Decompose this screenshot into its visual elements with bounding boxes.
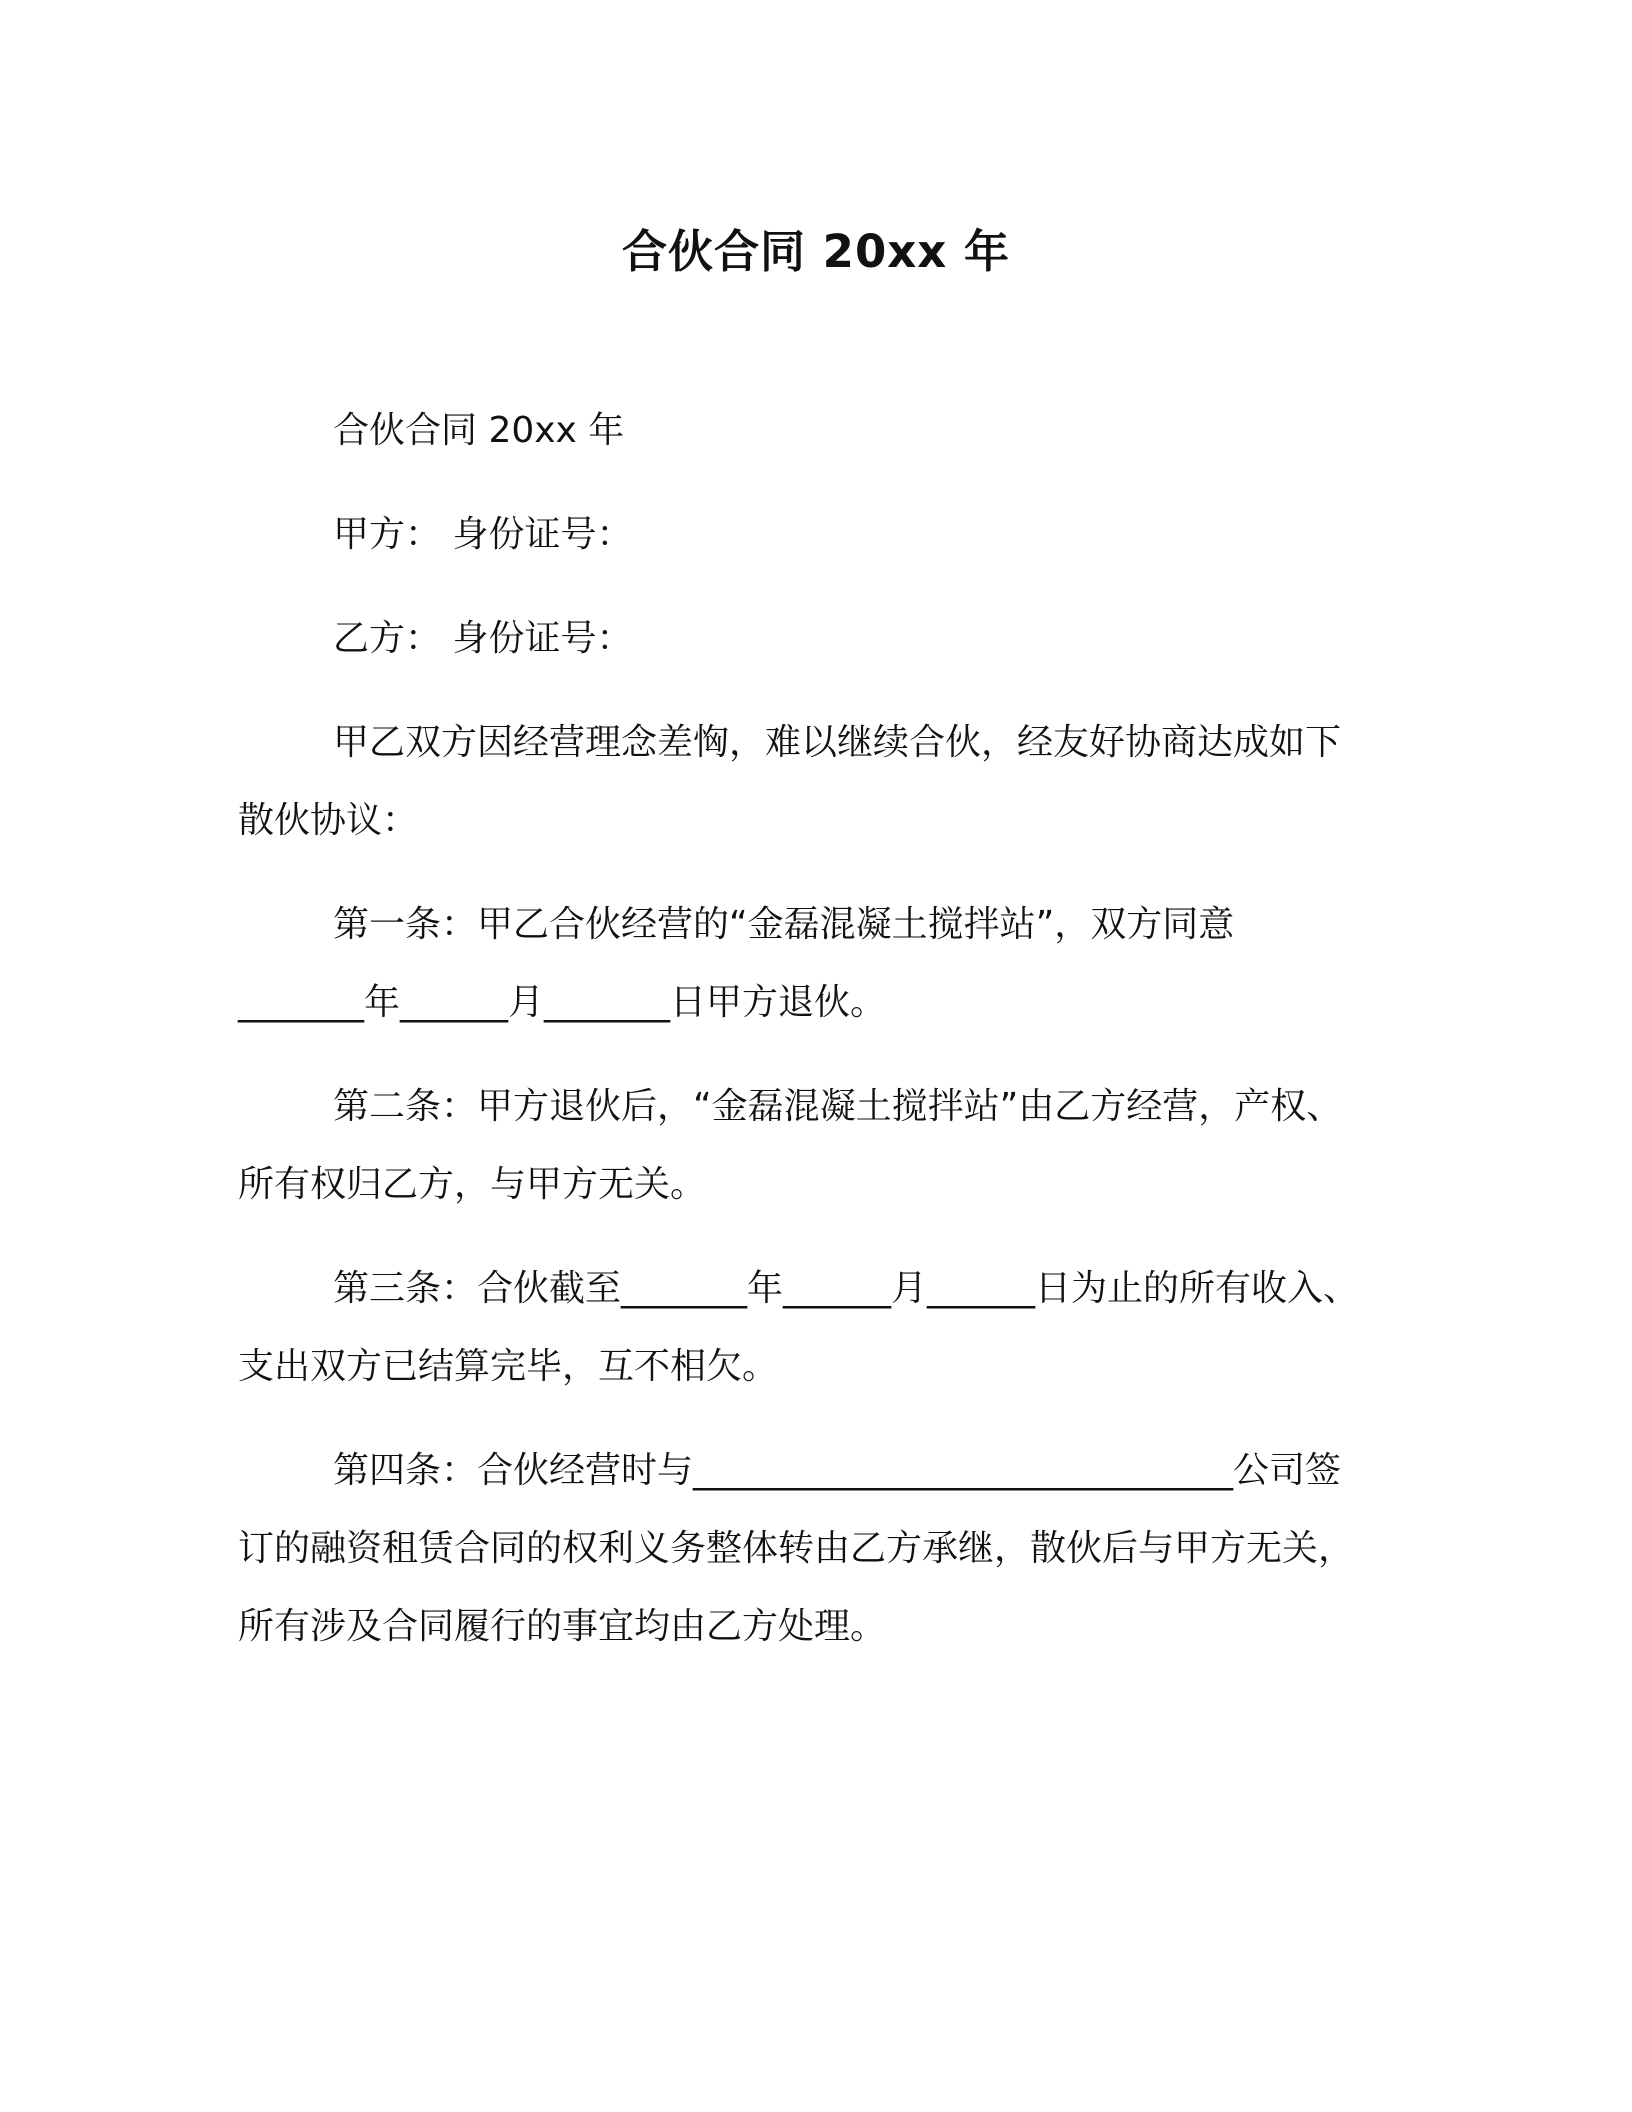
- article-4-line: 所有涉及合同履行的事宜均由乙方处理。: [238, 1606, 887, 1647]
- preamble-line: 散伙协议：: [238, 800, 419, 841]
- article-2-line: 第二条：甲方退伙后，“金磊混凝土搅拌站”由乙方经营，产权、: [333, 1086, 1343, 1127]
- article-4-line: 订的融资租赁合同的权利义务整体转由乙方承继，散伙后与甲方无关，: [238, 1528, 1355, 1569]
- preamble-line: 甲乙双方因经营理念差恟，难以继续合伙，经友好协商达成如下: [333, 722, 1342, 763]
- article-4-line: 第四条：合伙经营时与______________________________公司签: [333, 1450, 1342, 1491]
- subtitle-line: 合伙合同 20xx 年: [333, 410, 625, 451]
- document-title: 合伙合同 20xx 年: [621, 225, 1010, 278]
- article-1-line: _______年______月_______日甲方退伙。: [238, 982, 887, 1023]
- party-a-line: 甲方： 身份证号：: [333, 514, 633, 555]
- article-4-paragraph: [238, 1432, 1408, 1666]
- article-2-paragraph: [238, 1068, 1408, 1224]
- article-3-paragraph: [238, 1250, 1408, 1406]
- preamble-paragraph: [238, 704, 1408, 860]
- article-3-line: 第三条：合伙截至_______年______月______日为止的所有收入、: [333, 1268, 1360, 1309]
- article-3-line: 支出双方已结算完毕，互不相欠。: [238, 1346, 779, 1387]
- document-body: [238, 392, 1408, 1666]
- article-1-line: 第一条：甲乙合伙经营的“金磊混凝土搅拌站”，双方同意: [333, 904, 1235, 945]
- article-1-paragraph: [238, 886, 1408, 1042]
- party-b-line: 乙方： 身份证号：: [333, 618, 633, 659]
- article-2-line: 所有权归乙方，与甲方无关。: [238, 1164, 707, 1205]
